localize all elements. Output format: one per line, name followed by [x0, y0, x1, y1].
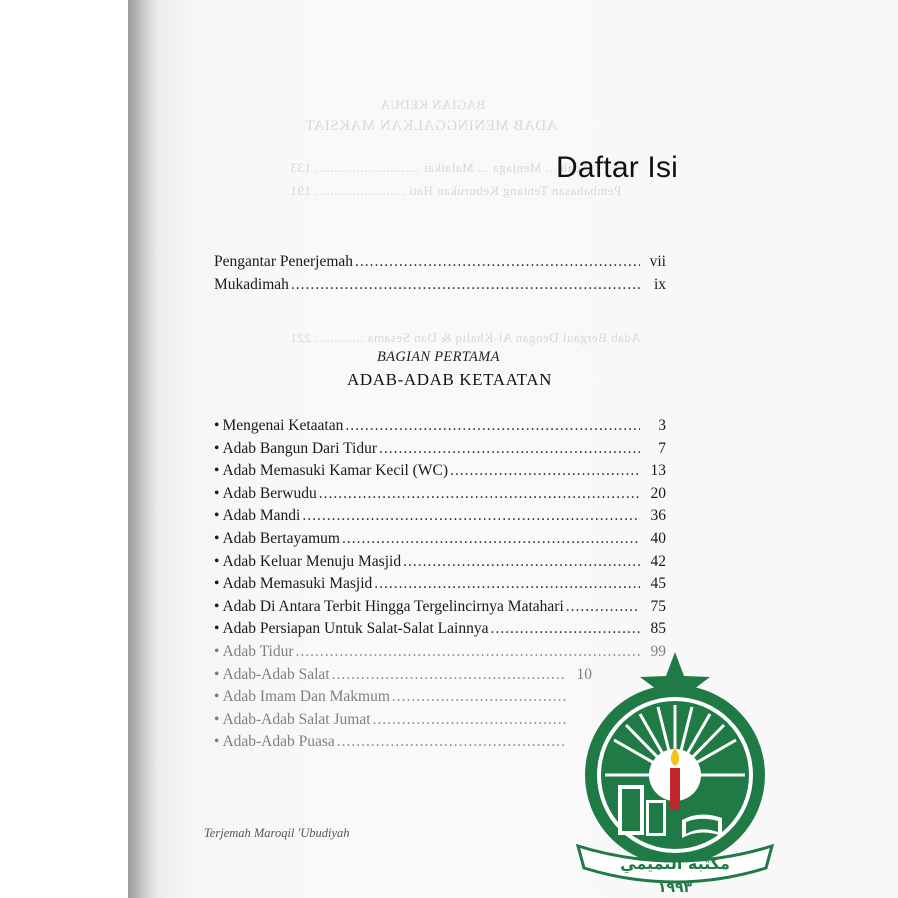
toc-entry-text: Adab Mandi	[222, 507, 301, 525]
dot-leader	[374, 573, 640, 595]
toc-entry-label	[214, 641, 294, 663]
toc-page-number: 85	[650, 620, 666, 638]
running-footer: Terjemah Maroqil 'Ubudiyah	[204, 826, 350, 840]
toc-page-number: vii	[649, 253, 666, 270]
toc-entry-label	[214, 438, 377, 460]
toc-entry	[214, 596, 666, 618]
publisher-logo	[570, 650, 780, 896]
toc-page-number: 7	[658, 439, 666, 457]
dot-leader	[332, 664, 566, 686]
toc-entry	[214, 664, 592, 686]
toc-entry-text: Mukadimah	[214, 276, 289, 293]
toc-entry-text: Adab Keluar Menuju Masjid	[222, 552, 402, 570]
candle-icon	[670, 748, 680, 810]
toc-entry	[214, 618, 666, 640]
bullet-icon: •	[214, 575, 220, 593]
toc-entry	[214, 573, 666, 595]
dot-leader	[392, 686, 566, 708]
bullet-icon: •	[214, 507, 220, 525]
toc-page-number: 42	[650, 552, 666, 570]
toc-entry	[214, 460, 666, 482]
toc-entry-text: Adab Tidur	[222, 643, 294, 660]
toc-page-number: 10	[576, 665, 592, 683]
toc-entry	[214, 709, 592, 731]
bleed-through-line: Pembahasan Tentang Keburukan Hati ........................ 191	[290, 183, 622, 198]
toc-entry-text: Adab-Adab Salat Jumat	[222, 710, 371, 728]
bullet-icon: •	[214, 665, 220, 683]
bleed-through-line: ADAB MENINGGALKAN MAKSIAT	[305, 118, 558, 134]
toc-entry-label	[214, 251, 353, 273]
toc-entry-label	[214, 505, 300, 527]
toc-entry	[214, 731, 592, 753]
dot-leader	[342, 528, 640, 550]
dot-leader	[450, 460, 640, 482]
toc-entry-label	[214, 483, 317, 505]
toc-entry-text: Mengenai Ketaatan	[222, 417, 344, 434]
bullet-icon: •	[214, 417, 220, 434]
toc-entry	[214, 528, 666, 550]
toc-entry	[214, 686, 592, 708]
toc-entry-label	[214, 664, 330, 686]
toc-entry-label	[214, 528, 340, 550]
dot-leader	[355, 251, 640, 273]
toc-page-number: 3	[658, 417, 666, 434]
section-title: ADAB-ADAB KETAATAN	[347, 370, 552, 389]
bullet-icon: •	[214, 552, 220, 570]
dot-leader	[403, 551, 640, 573]
dot-leader	[291, 274, 640, 296]
bullet-icon: •	[214, 733, 220, 751]
dot-leader	[490, 618, 640, 640]
dot-leader	[379, 438, 640, 460]
bullet-icon: •	[214, 710, 220, 728]
bullet-icon: •	[214, 462, 220, 480]
toc-entry-text: Adab Bangun Dari Tidur	[222, 439, 378, 457]
dot-leader	[566, 596, 640, 618]
toc-page-number: 20	[650, 484, 666, 502]
toc-entry-text: Pengantar Penerjemah	[214, 253, 354, 270]
toc-page-number: 13	[650, 462, 666, 480]
toc-page-number: 99	[650, 643, 666, 660]
toc-entry-label	[214, 686, 390, 708]
toc-entry	[214, 251, 666, 273]
toc-entry-text: Adab Bertayamum	[222, 530, 340, 547]
bleed-through-line: BAGIAN KEDUA	[380, 97, 486, 112]
toc-entry-text: Adab-Adab Puasa	[222, 733, 335, 751]
toc-entry-text: Adab Memasuki Masjid	[222, 575, 373, 593]
bullet-icon: •	[214, 620, 220, 638]
dot-leader	[319, 483, 640, 505]
toc-entry	[214, 438, 666, 460]
toc-entry	[214, 415, 666, 437]
toc-entry-text: Adab Imam Dan Makmum	[222, 688, 390, 706]
spine-shadow	[128, 0, 158, 898]
bullet-icon: •	[214, 530, 220, 547]
bleed-through-line: Adab Bergaul Dengan Al-Khaliq & Dan Sesama ............. 221	[290, 330, 641, 345]
page-title: Daftar Isi	[556, 151, 679, 184]
toc-entry-label	[214, 274, 289, 296]
toc-page-number: ix	[653, 276, 666, 293]
bullet-icon: •	[214, 439, 220, 457]
toc-entry	[214, 274, 666, 296]
toc-entry-label	[214, 573, 372, 595]
logo-year: ١٩٩٣	[657, 880, 693, 896]
bullet-icon: •	[214, 597, 220, 615]
toc-entry	[214, 505, 666, 527]
dot-leader	[373, 709, 566, 731]
toc-entry	[214, 551, 666, 573]
toc-entry-text: Adab-Adab Salat	[222, 665, 330, 683]
toc-entry-label	[214, 551, 401, 573]
dot-leader	[345, 415, 640, 437]
toc-entry	[214, 483, 666, 505]
bullet-icon: •	[214, 688, 220, 706]
toc-entry-label	[214, 596, 564, 618]
bullet-icon: •	[214, 484, 220, 502]
toc-entry-text: Adab Berwudu	[222, 484, 317, 502]
toc-entry-text: Adab Persiapan Untuk Salat-Salat Lainnya	[222, 620, 489, 638]
toc-page-number: 45	[650, 575, 666, 593]
toc-page-number: 40	[650, 530, 666, 547]
toc-entry-label	[214, 618, 488, 640]
toc-entry-text: Adab Memasuki Kamar Kecil (WC)	[222, 462, 448, 480]
section-kicker: BAGIAN PERTAMA	[377, 349, 500, 365]
dot-leader	[337, 731, 566, 753]
toc-page-number: 36	[650, 507, 666, 525]
toc-entry-label	[214, 731, 335, 753]
bullet-icon: •	[214, 643, 220, 660]
toc-entry-label	[214, 415, 343, 437]
toc-entry-label	[214, 709, 371, 731]
dot-leader	[302, 505, 640, 527]
bleed-through-line: Adab ... Menjaga ... Malaikat ............................ 133	[290, 160, 591, 175]
toc-page-number: 75	[650, 597, 666, 615]
toc-entry-label	[214, 460, 448, 482]
toc-entry-text: Adab Di Antara Terbit Hingga Tergelincirnya Matahari	[222, 597, 564, 615]
logo-arabic-name: مكتبة التميمي	[620, 854, 730, 873]
